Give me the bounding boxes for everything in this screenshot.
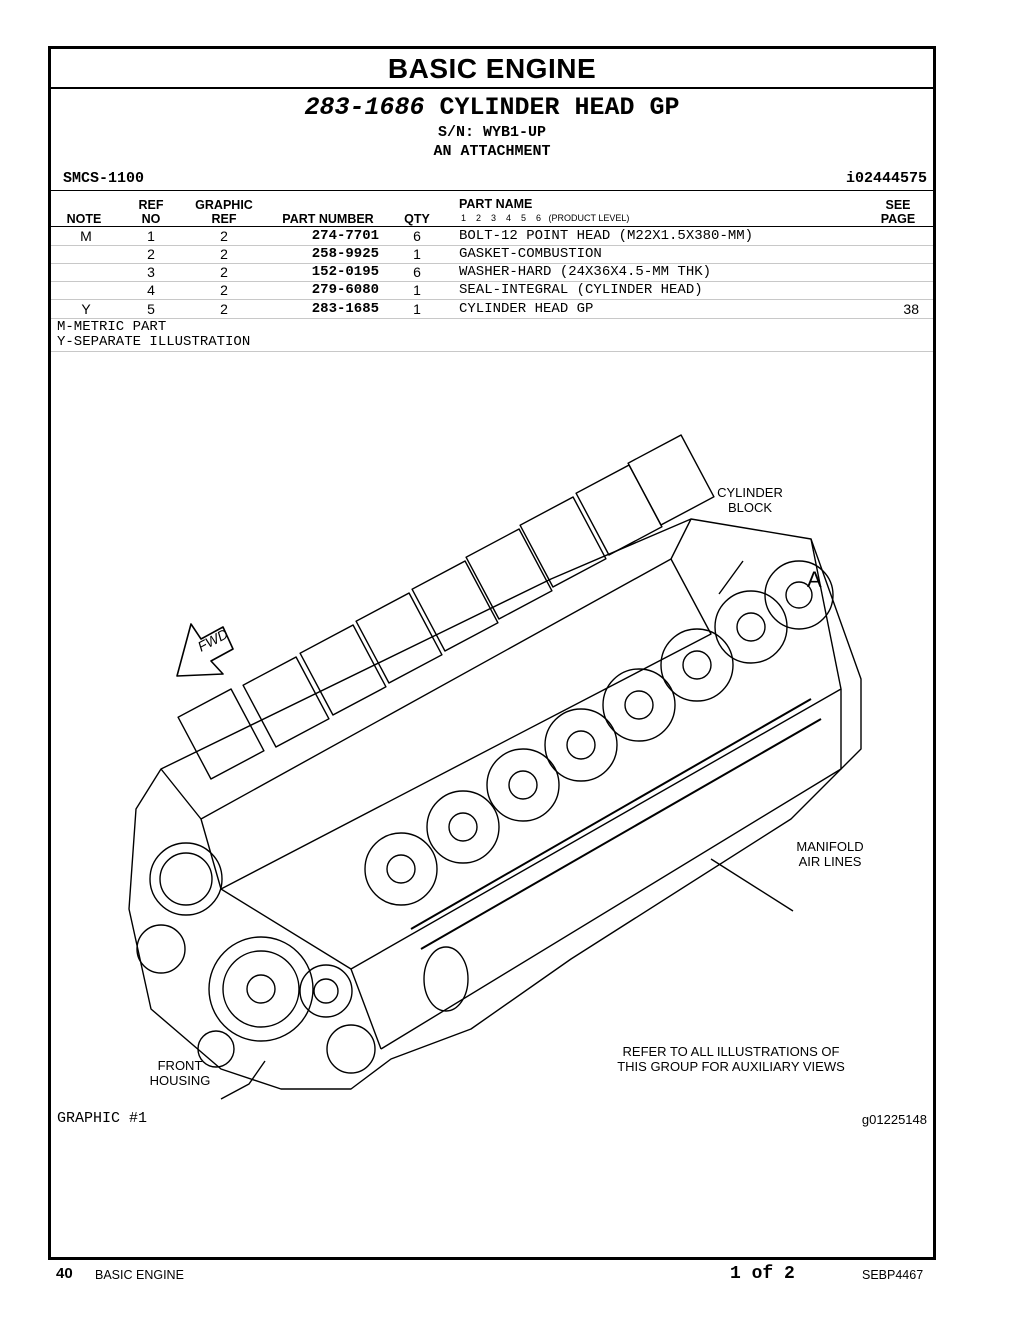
row-ref-no: 3 — [147, 264, 155, 280]
row-ref-no: 5 — [147, 301, 155, 317]
col-header-qty: QTY — [404, 212, 430, 226]
smcs-code: SMCS-1100 — [63, 170, 145, 187]
group-title-line — [51, 93, 933, 123]
illustration-id: i02444575 — [845, 170, 927, 187]
row-part-number[interactable]: 283-1685 — [311, 301, 379, 317]
row-qty: 6 — [413, 228, 421, 244]
callout-front-housing — [135, 1058, 225, 1088]
row-note: M — [80, 228, 92, 244]
row-graphic-ref: 2 — [220, 264, 228, 280]
col-header-graphic-ref-line2: REF — [211, 212, 237, 226]
page-frame — [48, 46, 936, 1260]
col-header-ref-no-line2: NO — [141, 212, 161, 226]
fwd-label: FWD — [194, 625, 231, 655]
footer-page-of: 1 of 2 — [730, 1264, 795, 1284]
col-header-part-number: PART NUMBER — [282, 212, 374, 226]
group-name: CYLINDER HEAD GP — [439, 93, 680, 122]
row-divider — [51, 318, 933, 319]
row-qty: 1 — [413, 246, 421, 262]
row-see-page[interactable]: 38 — [903, 301, 919, 317]
row-part-name: CYLINDER HEAD GP — [459, 301, 594, 317]
row-part-name: GASKET-COMBUSTION — [459, 246, 602, 262]
col-header-part-name: PART NAME — [459, 197, 533, 211]
row-qty: 6 — [413, 264, 421, 280]
row-graphic-ref: 2 — [220, 282, 228, 298]
col-header-product-level: 1 2 3 4 5 6 (PRODUCT LEVEL) — [461, 213, 630, 223]
row-part-number[interactable]: 274-7701 — [311, 228, 379, 244]
row-part-number[interactable]: 258-9925 — [311, 246, 379, 262]
group-type: AN ATTACHMENT — [433, 143, 551, 160]
row-qty: 1 — [413, 282, 421, 298]
callout-cylinder-block-line2: BLOCK — [727, 500, 773, 515]
legend-separate-illustration: Y-SEPARATE ILLUSTRATION — [57, 334, 251, 350]
callout-front-housing-line1: FRONT — [157, 1058, 203, 1073]
row-ref-no: 4 — [147, 282, 155, 298]
callout-cylinder-block — [705, 485, 795, 515]
row-ref-no: 1 — [147, 228, 155, 244]
row-part-name: SEAL-INTEGRAL (CYLINDER HEAD) — [459, 282, 703, 298]
callout-refer-line1: REFER TO ALL ILLUSTRATIONS OF — [622, 1044, 840, 1059]
row-graphic-ref: 2 — [220, 228, 228, 244]
row-part-number[interactable]: 279-6080 — [311, 282, 379, 298]
row-part-number[interactable]: 152-0195 — [311, 264, 379, 280]
row-graphic-ref: 2 — [220, 246, 228, 262]
callout-refer-note — [601, 1044, 861, 1074]
section-title: BASIC ENGINE — [387, 53, 597, 84]
callout-refer-line2: THIS GROUP FOR AUXILIARY VIEWS — [617, 1059, 845, 1074]
serial-number: S/N: WYB1-UP — [437, 124, 547, 141]
col-header-graphic-ref — [189, 198, 259, 226]
callout-manifold-line1: MANIFOLD — [796, 839, 864, 854]
engine-illustration — [51, 349, 933, 1109]
row-qty: 1 — [413, 301, 421, 317]
row-graphic-ref: 2 — [220, 301, 228, 317]
callout-cylinder-block-line1: CYLINDER — [717, 485, 783, 500]
row-part-name: WASHER-HARD (24X36X4.5-MM THK) — [459, 264, 712, 280]
col-header-see-page-line1: SEE — [885, 198, 911, 212]
col-header-see-page-line2: PAGE — [880, 212, 916, 226]
group-part-number[interactable]: 283-1686 — [304, 93, 425, 122]
row-ref-no: 2 — [147, 246, 155, 262]
header-rule — [51, 190, 933, 191]
graphic-label: GRAPHIC #1 — [57, 1110, 148, 1127]
col-header-see-page — [873, 198, 923, 226]
callout-front-housing-line2: HOUSING — [149, 1073, 211, 1088]
footer-page-number: 40 — [56, 1265, 73, 1282]
legend-metric: M-METRIC PART — [57, 319, 167, 335]
col-header-note: NOTE — [66, 212, 102, 226]
col-header-ref-no-line1: REF — [138, 198, 164, 212]
col-header-ref-no — [135, 198, 167, 226]
callout-view-a: A — [807, 567, 822, 592]
callout-manifold-air-lines — [785, 839, 875, 869]
footer-document-number: SEBP4467 — [862, 1268, 924, 1282]
row-part-name: BOLT-12 POINT HEAD (M22X1.5X380-MM) — [459, 228, 754, 244]
group-heading — [51, 93, 933, 161]
footer-section: BASIC ENGINE — [95, 1268, 184, 1282]
section-title-bar — [51, 49, 933, 89]
callout-manifold-line2: AIR LINES — [798, 854, 862, 869]
row-note: Y — [81, 301, 91, 317]
col-header-graphic-ref-line1: GRAPHIC — [195, 198, 253, 212]
graphic-id: g01225148 — [861, 1112, 927, 1127]
